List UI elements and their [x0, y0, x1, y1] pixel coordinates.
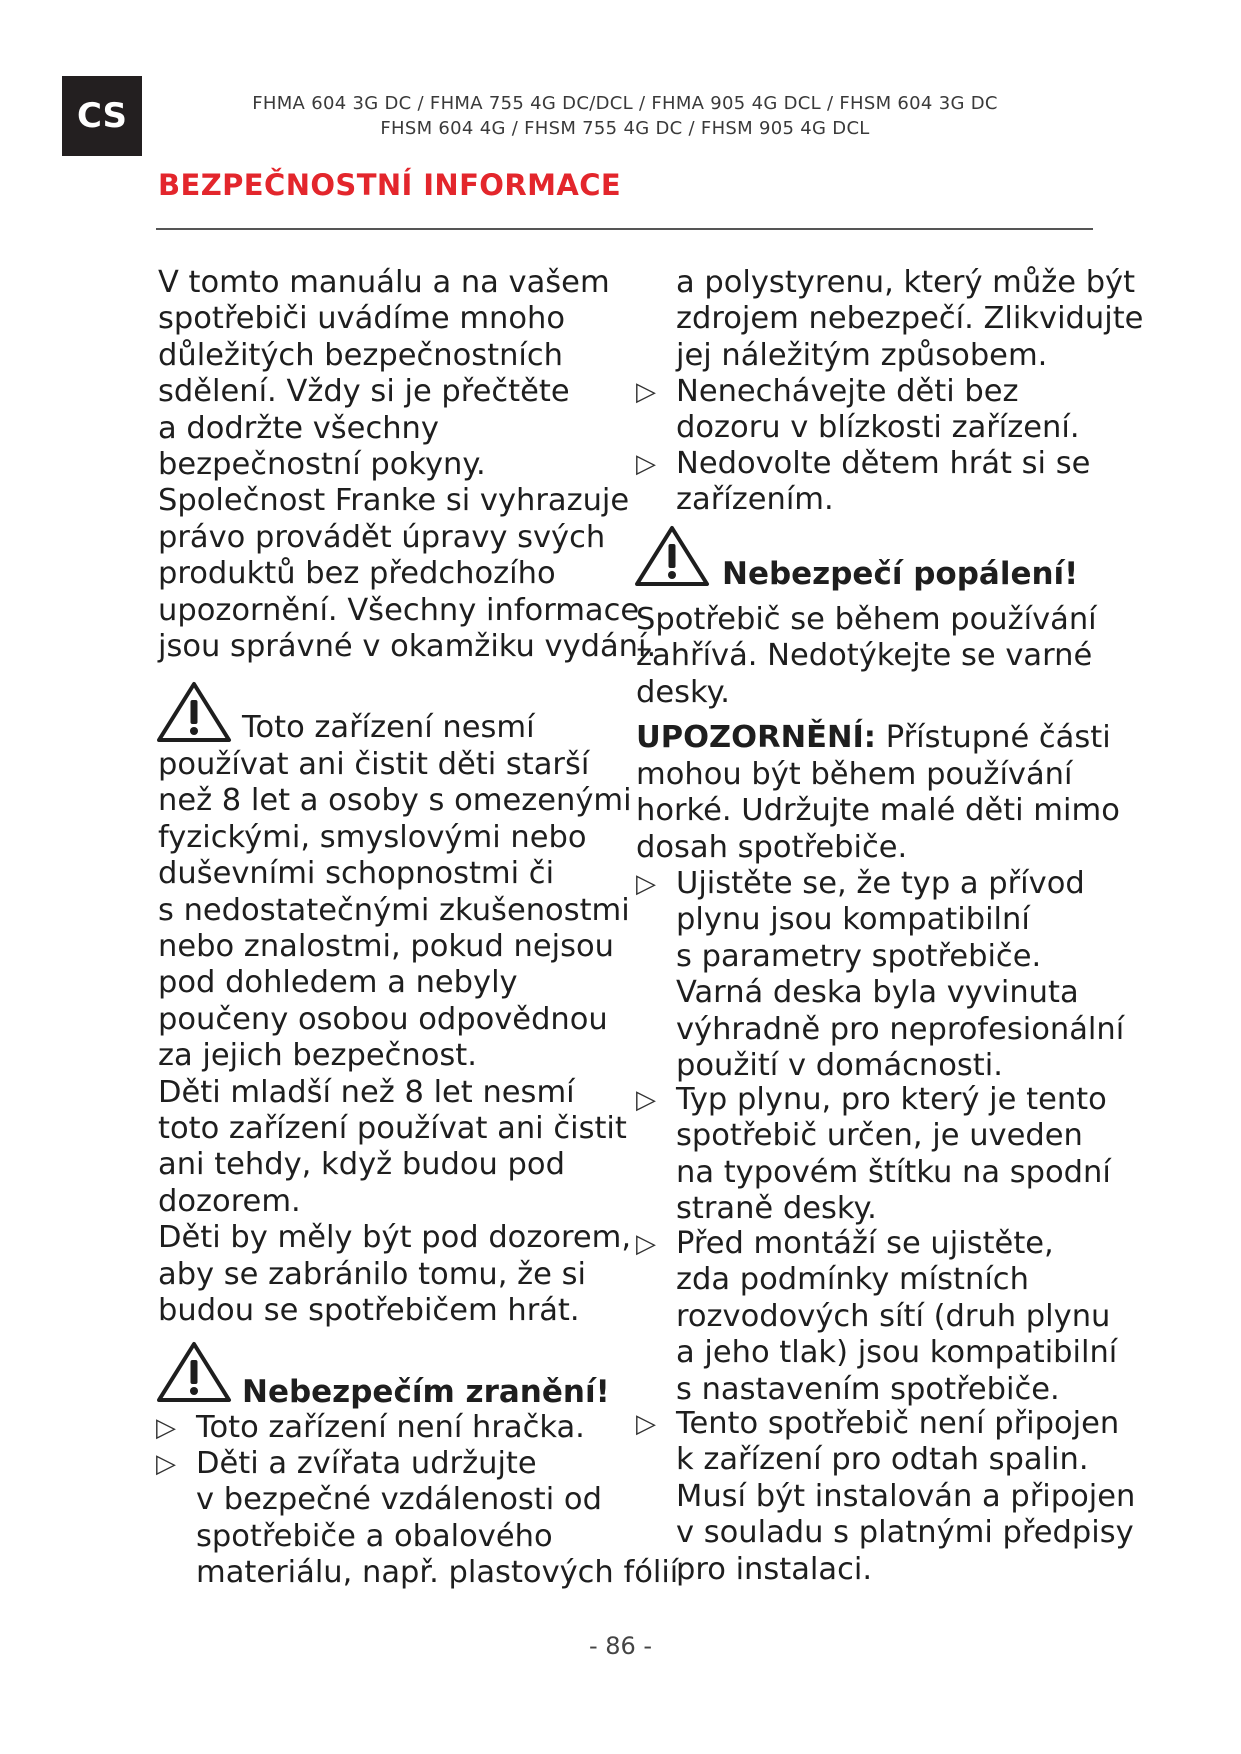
text-line: pod dohledem a nebyly [158, 965, 518, 1001]
text-line: použití v domácnosti. [676, 1048, 1003, 1084]
text-line: za jejich bezpečnost. [158, 1038, 477, 1074]
bullet-triangle-icon: ▷ [636, 1085, 656, 1115]
caution-text-start: Přístupné části [876, 720, 1111, 755]
title-divider [156, 228, 1093, 230]
text-line: s parametry spotřebiče. [676, 938, 1042, 974]
list-item [636, 1226, 1118, 1408]
warning-text [158, 747, 632, 1330]
text-line: s nastavením spotřebiče. [676, 1371, 1060, 1407]
text-line: dosah spotřebiče. [636, 829, 908, 865]
text-line: spotřebič určen, je uveden [676, 1118, 1083, 1154]
text-line: ani tehdy, když budou pod [158, 1147, 565, 1183]
burn-heading: Nebezpečí popálení! [722, 556, 1079, 592]
warning-triangle-icon [156, 1340, 232, 1404]
text-line: dozoru v blízkosti zařízení. [676, 410, 1080, 446]
model-list-line-1: FHMA 604 3G DC / FHMA 755 4G DC/DCL / FHMA 905 4G DCL / FHSM 604 3G DC [252, 93, 998, 114]
text-line: Toto zařízení není hračka. [196, 1410, 585, 1445]
text-line: Nedovolte dětem hrát si se [676, 446, 1091, 481]
text-line: rozvodových sítí (druh plynu [676, 1298, 1111, 1334]
list-item [636, 374, 1080, 447]
continuation-text [676, 265, 1143, 374]
text-line: pro instalaci. [676, 1551, 873, 1587]
text-line: sdělení. Vždy si je přečtěte [158, 374, 570, 410]
text-line: fyzickými, smyslovými nebo [158, 819, 587, 855]
list-item [156, 1446, 679, 1592]
bullet-triangle-icon: ▷ [636, 1409, 656, 1439]
text-line: nebo znalostmi, pokud nejsou [158, 929, 614, 965]
text-line: spotřebiči uvádíme mnoho [158, 301, 566, 337]
injury-heading: Nebezpečím zranění! [242, 1374, 610, 1410]
text-line: na typovém štítku na spodní [676, 1154, 1111, 1190]
text-line: straně desky. [676, 1191, 877, 1227]
text-line: horké. Udržujte malé děti mimo [636, 793, 1120, 829]
text-line: materiálu, např. plastových fólií [196, 1555, 679, 1591]
list-item [636, 446, 1091, 519]
text-line: desky. [636, 674, 730, 710]
text-line: s nedostatečnými zkušenostmi [158, 892, 630, 928]
text-line: a jeho tlak) jsou kompatibilní [676, 1335, 1118, 1371]
text-line: jsou správné v okamžiku vydání. [158, 629, 657, 665]
text-line: důležitých bezpečnostních [158, 337, 563, 373]
text-line: Děti by měly být pod dozorem, [158, 1220, 632, 1256]
text-line: Nenechávejte děti bez [676, 374, 1019, 409]
text-line: zahřívá. Nedotýkejte se varné [636, 638, 1093, 674]
text-line: Děti a zvířata udržujte [196, 1446, 537, 1481]
intro-text [158, 265, 656, 665]
model-list-line-2: FHSM 604 4G / FHSM 755 4G DC / FHSM 905 4G DCL [380, 118, 870, 139]
text-line: Ujistěte se, že typ a přívod [676, 866, 1085, 901]
bullet-triangle-icon: ▷ [156, 1413, 176, 1443]
caution-text [636, 757, 1120, 866]
text-line: používat ani čistit děti starší [158, 747, 590, 782]
burn-text [636, 602, 1097, 711]
text-line: upozornění. Všechny informace [158, 592, 640, 628]
text-line: produktů bez předchozího [158, 556, 556, 592]
bullet-triangle-icon: ▷ [636, 449, 656, 479]
list-item [636, 1406, 1136, 1588]
text-line: zařízením. [676, 482, 834, 518]
text-line: V tomto manuálu a na vašem [158, 265, 610, 300]
text-line: Společnost Franke si vyhrazuje [158, 483, 630, 519]
text-line: Tento spotřebič není připojen [676, 1406, 1120, 1441]
text-line: toto zařízení používat ani čistit [158, 1111, 627, 1147]
text-line: poučeny osobou odpovědnou [158, 1001, 608, 1037]
text-line: plynu jsou kompatibilní [676, 902, 1030, 938]
bullet-triangle-icon: ▷ [636, 869, 656, 899]
text-line: Před montáží se ujistěte, [676, 1226, 1054, 1261]
text-line: k zařízení pro odtah spalin. [676, 1442, 1089, 1478]
text-line: zda podmínky místních [676, 1262, 1029, 1298]
text-line: jej náležitým způsobem. [676, 337, 1048, 373]
text-line: než 8 let a osoby s omezenými [158, 783, 632, 819]
text-line: duševními schopnostmi či [158, 856, 555, 892]
text-line: a polystyrenu, který může být [676, 265, 1136, 300]
text-line: spotřebiče a obalového [196, 1518, 553, 1554]
text-line: Děti mladší než 8 let nesmí [158, 1074, 575, 1110]
text-line: bezpečnostní pokyny. [158, 447, 486, 483]
text-line: aby se zabránilo tomu, že si [158, 1256, 586, 1292]
text-line: výhradně pro neprofesionální [676, 1011, 1125, 1047]
bullet-triangle-icon: ▷ [156, 1449, 176, 1479]
text-line: a dodržte všechny [158, 410, 439, 446]
language-tab: CS [62, 76, 142, 156]
warning-triangle-icon [634, 524, 710, 588]
text-line: mohou být během používání [636, 757, 1073, 792]
text-line: v souladu s platnými předpisy [676, 1515, 1134, 1551]
text-line: právo provádět úpravy svých [158, 519, 606, 555]
section-title: BEZPEČNOSTNÍ INFORMACE [158, 168, 622, 202]
text-line: Varná deska byla vyvinuta [676, 975, 1079, 1011]
text-line: v bezpečné vzdálenosti od [196, 1482, 602, 1518]
warning-text-first-line: Toto zařízení nesmí [242, 710, 535, 745]
warning-triangle-icon [156, 680, 232, 744]
text-line: budou se spotřebičem hrát. [158, 1293, 580, 1329]
list-item [636, 1082, 1111, 1228]
text-line: Musí být instalován a připojen [676, 1478, 1136, 1514]
bullet-triangle-icon: ▷ [636, 377, 656, 407]
text-line: Typ plynu, pro který je tento [676, 1082, 1107, 1117]
text-line: Spotřebič se během používání [636, 602, 1097, 637]
caution-first-line [636, 720, 1111, 756]
text-line: zdrojem nebezpečí. Zlikvidujte [676, 301, 1144, 337]
bullet-triangle-icon: ▷ [636, 1229, 656, 1259]
list-item [636, 866, 1125, 1084]
text-line: dozorem. [158, 1183, 301, 1219]
list-item [156, 1410, 585, 1446]
caution-label: UPOZORNĚNÍ: [636, 720, 877, 755]
page-number: - 86 - [588, 1632, 653, 1660]
